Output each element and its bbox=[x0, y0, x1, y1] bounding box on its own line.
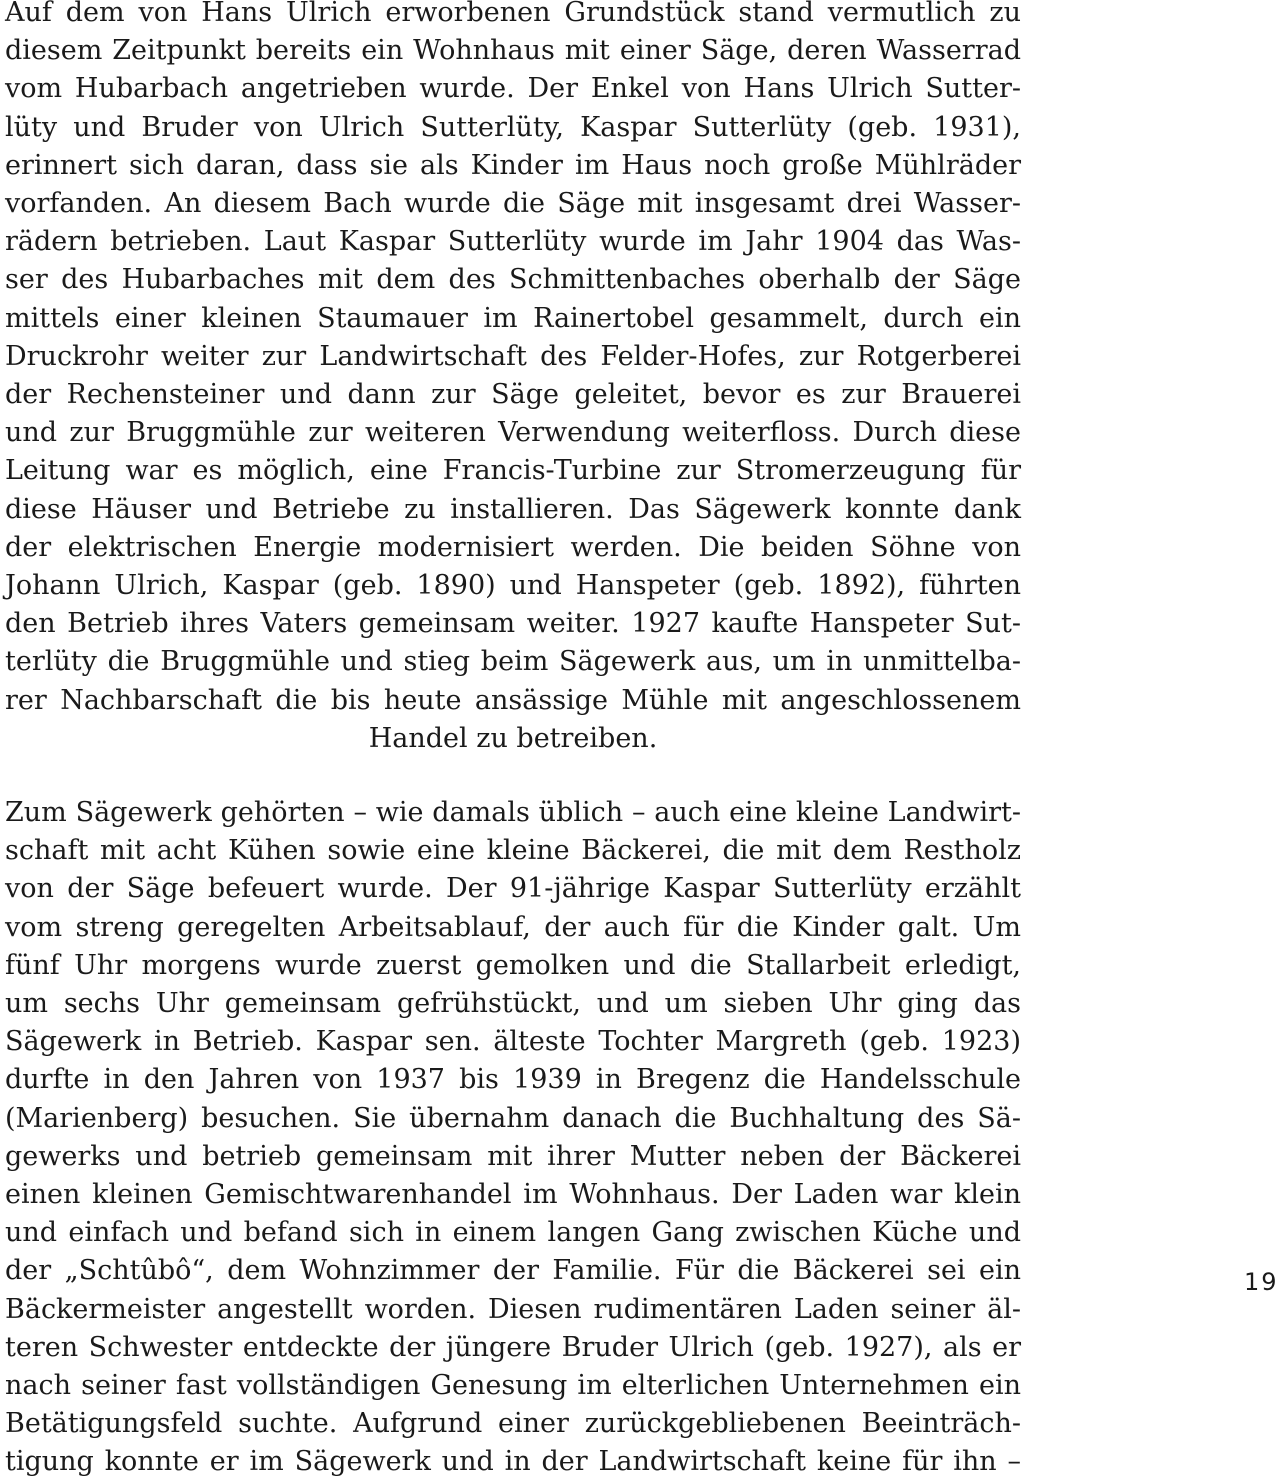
text-line: vom streng geregelten Arbeitsablauf, der auch für die Kinder galt. Um bbox=[5, 911, 1021, 943]
text-line: und zur Bruggmühle zur weiteren Verwendung weiterfloss. Durch diese bbox=[5, 417, 1021, 449]
text-line: vom Hubarbach angetrieben wurde. Der Enkel von Hans Ulrich Sutter- bbox=[5, 73, 1021, 105]
text-line: Druckrohr weiter zur Landwirtschaft des Felder-Hofes, zur Rotgerberei bbox=[5, 340, 1021, 372]
text-line: fünf Uhr morgens wurde zuerst gemolken und die Stallarbeit erledigt, bbox=[5, 949, 1021, 981]
text-line: Johann Ulrich, Kaspar (geb. 1890) und Hanspeter (geb. 1892), führten bbox=[5, 570, 1021, 602]
text-line: einen kleinen Gemischtwarenhandel im Wohnhaus. Der Laden war klein bbox=[5, 1179, 1021, 1211]
text-line: vorfanden. An diesem Bach wurde die Säge mit insgesamt drei Wasser- bbox=[5, 188, 1021, 220]
text-line: erinnert sich daran, dass sie als Kinder im Haus noch große Mühlräder bbox=[5, 149, 1021, 181]
text-line: ser des Hubarbaches mit dem des Schmittenbaches oberhalb der Säge bbox=[5, 264, 1021, 296]
text-line: lüty und Bruder von Ulrich Sutterlüty, Kaspar Sutterlüty (geb. 1931), bbox=[5, 111, 1021, 143]
text-line: der „Schtûbô“, dem Wohnzimmer der Familie. Für die Bäckerei sei ein bbox=[5, 1255, 1021, 1287]
text-line: durfte in den Jahren von 1937 bis 1939 in Bregenz die Handelsschule bbox=[5, 1064, 1021, 1096]
text-line: und einfach und befand sich in einem langen Gang zwischen Küche und bbox=[5, 1217, 1021, 1249]
text-line: Auf dem von Hans Ulrich erworbenen Grundstück stand vermutlich zu bbox=[5, 0, 1021, 28]
text-line: schaft mit acht Kühen sowie eine kleine Bäckerei, die mit dem Restholz bbox=[5, 835, 1021, 867]
text-line-last: Handel zu betreiben. bbox=[368, 722, 658, 754]
text-line: von der Säge befeuert wurde. Der 91-jährige Kaspar Sutterlüty erzählt bbox=[5, 873, 1021, 905]
page-number: 19 bbox=[1244, 1268, 1279, 1296]
paragraph-2 bbox=[5, 794, 1021, 1482]
text-line: teren Schwester entdeckte der jüngere Bruder Ulrich (geb. 1927), als er bbox=[5, 1331, 1021, 1363]
text-line: rer Nachbarschaft die bis heute ansässige Mühle mit angeschlossenem bbox=[5, 684, 1021, 716]
text-line: nach seiner fast vollständigen Genesung im elterlichen Unternehmen ein bbox=[5, 1370, 1021, 1402]
text-line: der Rechensteiner und dann zur Säge geleitet, bevor es zur Brauerei bbox=[5, 379, 1021, 411]
paragraph-1 bbox=[5, 0, 1021, 758]
text-line: Leitung war es möglich, eine Francis-Turbine zur Stromerzeugung für bbox=[5, 455, 1021, 487]
text-line: Zum Sägewerk gehörten – wie damals üblich – auch eine kleine Landwirt- bbox=[5, 797, 1021, 828]
text-line: terlüty die Bruggmühle und stieg beim Sägewerk aus, um in unmittelba- bbox=[5, 646, 1021, 678]
text-line: der elektrischen Energie modernisiert werden. Die beiden Söhne von bbox=[5, 531, 1021, 563]
text-line: diese Häuser und Betriebe zu installieren. Das Sägewerk konnte dank bbox=[5, 493, 1021, 525]
text-line: Sägewerk in Betrieb. Kaspar sen. älteste Tochter Margreth (geb. 1923) bbox=[5, 1026, 1021, 1058]
text-line: Bäckermeister angestellt worden. Diesen rudimentären Laden seiner äl- bbox=[5, 1293, 1021, 1325]
text-line: mittels einer kleinen Staumauer im Rainertobel gesammelt, durch ein bbox=[5, 302, 1021, 334]
text-line: gewerks und betrieb gemeinsam mit ihrer Mutter neben der Bäckerei bbox=[5, 1140, 1021, 1172]
text-line: (Marienberg) besuchen. Sie übernahm danach die Buchhaltung des Sä- bbox=[5, 1102, 1021, 1134]
text-line: um sechs Uhr gemeinsam gefrühstückt, und um sieben Uhr ging das bbox=[5, 988, 1021, 1020]
text-line: Betätigungsfeld suchte. Aufgrund einer zurückgebliebenen Beeinträch- bbox=[5, 1408, 1021, 1440]
text-line: den Betrieb ihres Vaters gemeinsam weiter. 1927 kaufte Hanspeter Sut- bbox=[5, 608, 1021, 640]
text-line: tigung konnte er im Sägewerk und in der Landwirtschaft keine für ihn – bbox=[5, 1446, 1021, 1478]
text-line: diesem Zeitpunkt bereits ein Wohnhaus mit einer Säge, deren Wasserrad bbox=[5, 35, 1021, 67]
text-line: rädern betrieben. Laut Kaspar Sutterlüty wurde im Jahr 1904 das Was- bbox=[5, 226, 1021, 258]
